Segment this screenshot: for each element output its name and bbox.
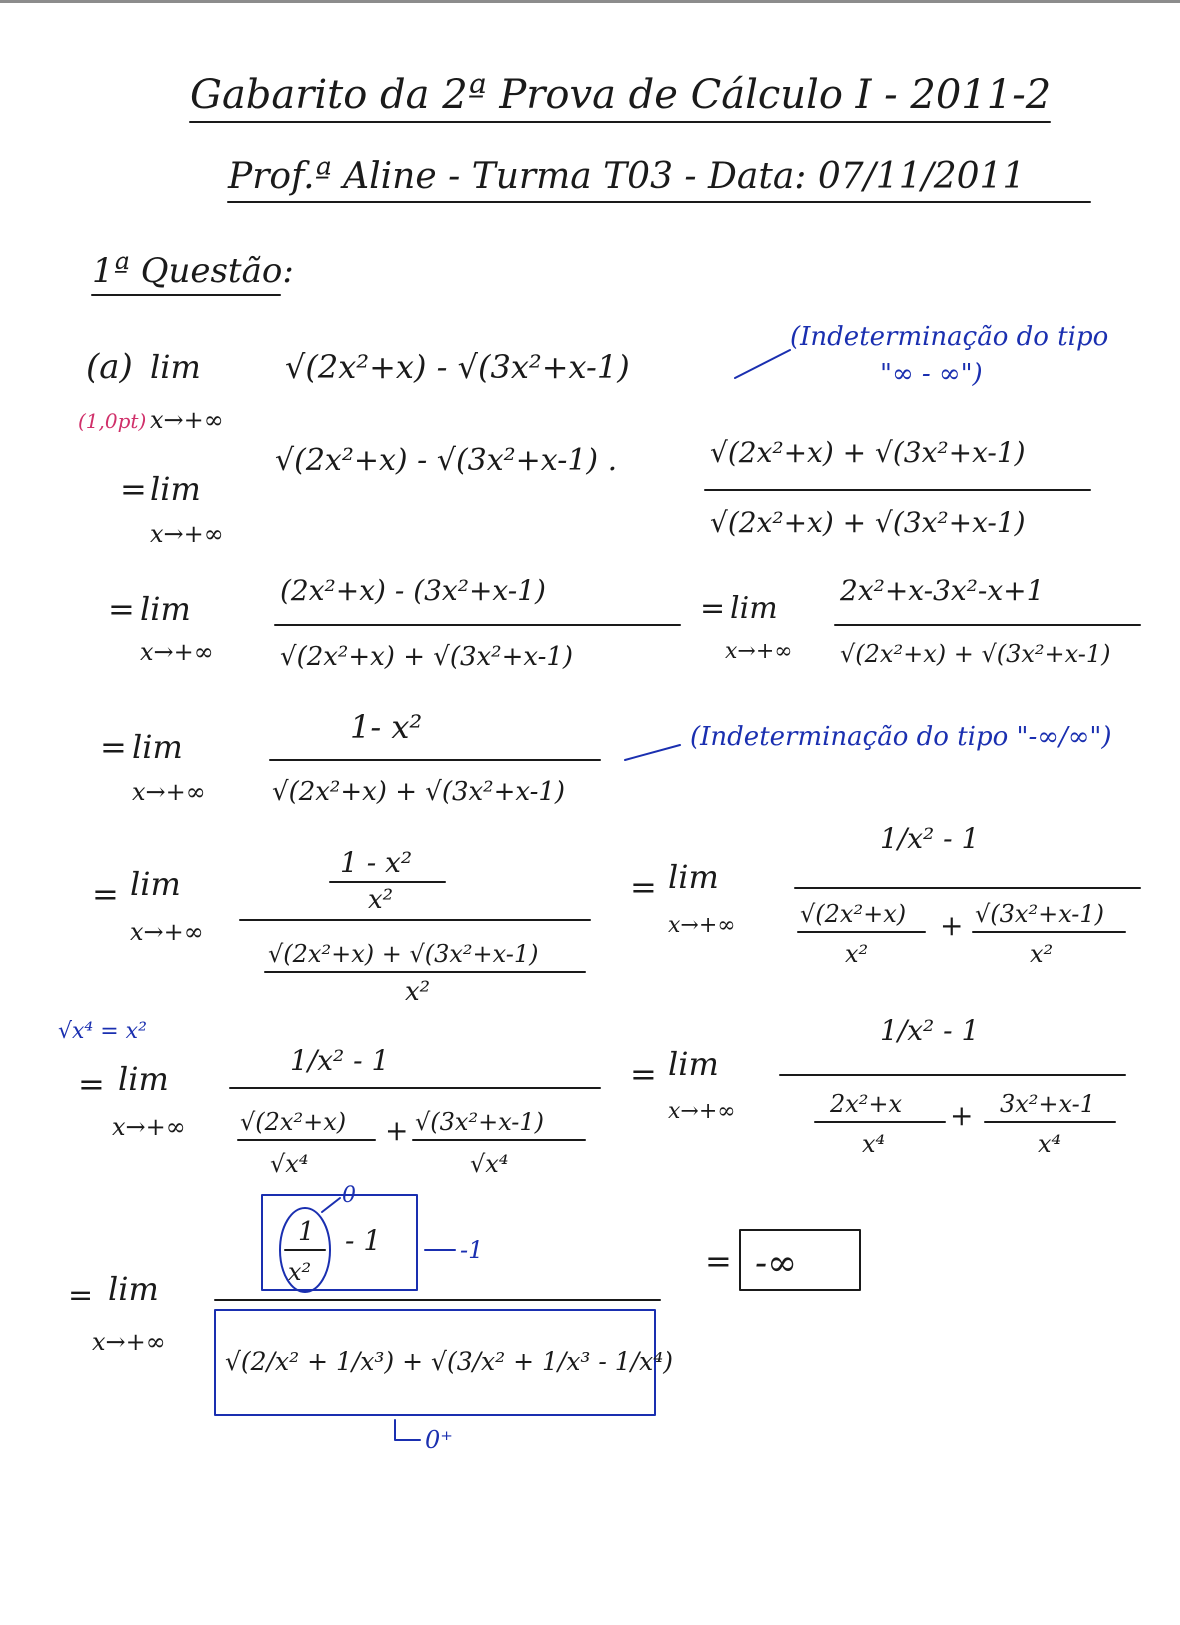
step5-plus: + xyxy=(385,1114,409,1147)
side-note: √x⁴ = x² xyxy=(58,1019,147,1044)
limit-label: lim xyxy=(130,865,181,903)
note2-arrow xyxy=(625,745,680,760)
step4b-den1-top: √(2x²+x) xyxy=(800,900,907,928)
to-zero-arrow xyxy=(322,1198,340,1212)
note1-line1: (Indeterminação do tipo xyxy=(790,322,1109,352)
eq-sign: = xyxy=(630,868,657,906)
limit-label: lim xyxy=(140,590,191,628)
limit-label: lim xyxy=(730,591,778,626)
eq-sign: = xyxy=(78,1065,105,1103)
step3-numerator: 1- x² xyxy=(350,708,423,746)
step4b-den1-bottom: x² xyxy=(845,940,869,968)
limit-subscript: x→+∞ xyxy=(725,639,793,664)
step5-numerator: 1/x² - 1 xyxy=(290,1044,390,1077)
step6-numerator-x2: x² xyxy=(288,1258,312,1286)
step4-numerator-bottom: x² xyxy=(368,885,394,915)
to-minus-one-label: -1 xyxy=(460,1236,484,1264)
eq-sign: = xyxy=(68,1278,94,1313)
step4-denominator-bottom: x² xyxy=(405,977,431,1007)
eq-sign: = xyxy=(630,1055,657,1093)
part-label: (a) xyxy=(86,347,133,387)
step5b-den1-top: 2x²+x xyxy=(830,1090,903,1118)
limit-subscript: x→+∞ xyxy=(668,913,736,938)
step6-numerator-one: 1 xyxy=(298,1217,315,1247)
step5b-den1-bottom: x⁴ xyxy=(862,1130,886,1158)
step2-numerator: (2x²+x) - (3x²+x-1) xyxy=(280,574,546,607)
step0-expression: √(2x²+x) - √(3x²+x-1) xyxy=(285,348,630,386)
limit-label: lim xyxy=(108,1270,159,1308)
step2-denominator: √(2x²+x) + √(3x²+x-1) xyxy=(280,642,574,672)
step4b-den2-top: √(3x²+x-1) xyxy=(975,900,1105,928)
step4-numerator-top: 1 - x² xyxy=(340,846,413,879)
step1-expression: √(2x²+x) - √(3x²+x-1) . xyxy=(275,443,618,478)
note1-arrow xyxy=(735,350,790,378)
step2b-denominator: √(2x²+x) + √(3x²+x-1) xyxy=(840,640,1111,668)
limit-subscript: x→+∞ xyxy=(112,1113,186,1141)
question-heading: 1ª Questão: xyxy=(92,251,294,291)
points-label: (1,0pt) xyxy=(78,409,147,433)
note1-line2: "∞ - ∞") xyxy=(880,359,983,389)
final-answer: -∞ xyxy=(755,1243,798,1284)
limit-subscript: x→+∞ xyxy=(132,778,206,806)
to-zero-plus-label: 0⁺ xyxy=(425,1426,453,1454)
step3-denominator: √(2x²+x) + √(3x²+x-1) xyxy=(272,777,566,807)
step1-conjugate-numerator: √(2x²+x) + √(3x²+x-1) xyxy=(710,436,1026,469)
limit-subscript: x→+∞ xyxy=(130,918,204,946)
page-title: Gabarito da 2ª Prova de Cálculo I - 2011-2 xyxy=(190,72,1052,118)
step4b-numerator: 1/x² - 1 xyxy=(880,822,980,855)
eq-sign: = xyxy=(108,590,135,628)
step4b-plus: + xyxy=(940,909,964,942)
note2: (Indeterminação do tipo "-∞/∞") xyxy=(690,722,1112,752)
limit-label: lim xyxy=(118,1060,169,1098)
eq-sign: = xyxy=(120,470,147,508)
limit-subscript: x→+∞ xyxy=(140,638,214,666)
step5-den1-top: √(2x²+x) xyxy=(240,1108,347,1136)
step4b-den2-bottom: x² xyxy=(1030,940,1054,968)
step5b-plus: + xyxy=(950,1099,974,1132)
step2b-numerator: 2x²+x-3x²-x+1 xyxy=(840,574,1045,607)
limit-label: lim xyxy=(668,1045,719,1083)
to-zero-plus-arrow xyxy=(395,1420,420,1440)
step5-den1-bottom: √x⁴ xyxy=(270,1150,309,1178)
limit-label: lim xyxy=(150,348,201,386)
step6-numerator-minus-one: - 1 xyxy=(345,1224,382,1257)
step4-denominator-top: √(2x²+x) + √(3x²+x-1) xyxy=(268,940,539,968)
step6-denominator: √(2/x² + 1/x³) + √(3/x² + 1/x³ - 1/x⁴) xyxy=(225,1347,673,1376)
eq-sign: = xyxy=(705,1242,732,1280)
step5-den2-top: √(3x²+x-1) xyxy=(415,1108,545,1136)
step5b-den2-top: 3x²+x-1 xyxy=(1000,1090,1096,1118)
limit-subscript: x→+∞ xyxy=(150,406,224,434)
limit-subscript: x→+∞ xyxy=(92,1328,166,1356)
limit-label: lim xyxy=(150,470,201,508)
step5b-den2-bottom: x⁴ xyxy=(1038,1130,1062,1158)
limit-label: lim xyxy=(668,858,719,896)
limit-label: lim xyxy=(132,728,183,766)
eq-sign: = xyxy=(100,728,127,766)
to-zero-label: 0 xyxy=(342,1183,356,1208)
step1-conjugate-denominator: √(2x²+x) + √(3x²+x-1) xyxy=(710,506,1026,539)
step5-den2-bottom: √x⁴ xyxy=(470,1150,509,1178)
limit-subscript: x→+∞ xyxy=(668,1099,736,1124)
limit-subscript: x→+∞ xyxy=(150,520,224,548)
step5b-numerator: 1/x² - 1 xyxy=(880,1014,980,1047)
eq-sign: = xyxy=(700,591,726,626)
page-subtitle: Prof.ª Aline - Turma T03 - Data: 07/11/2011 xyxy=(228,156,1026,197)
eq-sign: = xyxy=(92,875,119,913)
